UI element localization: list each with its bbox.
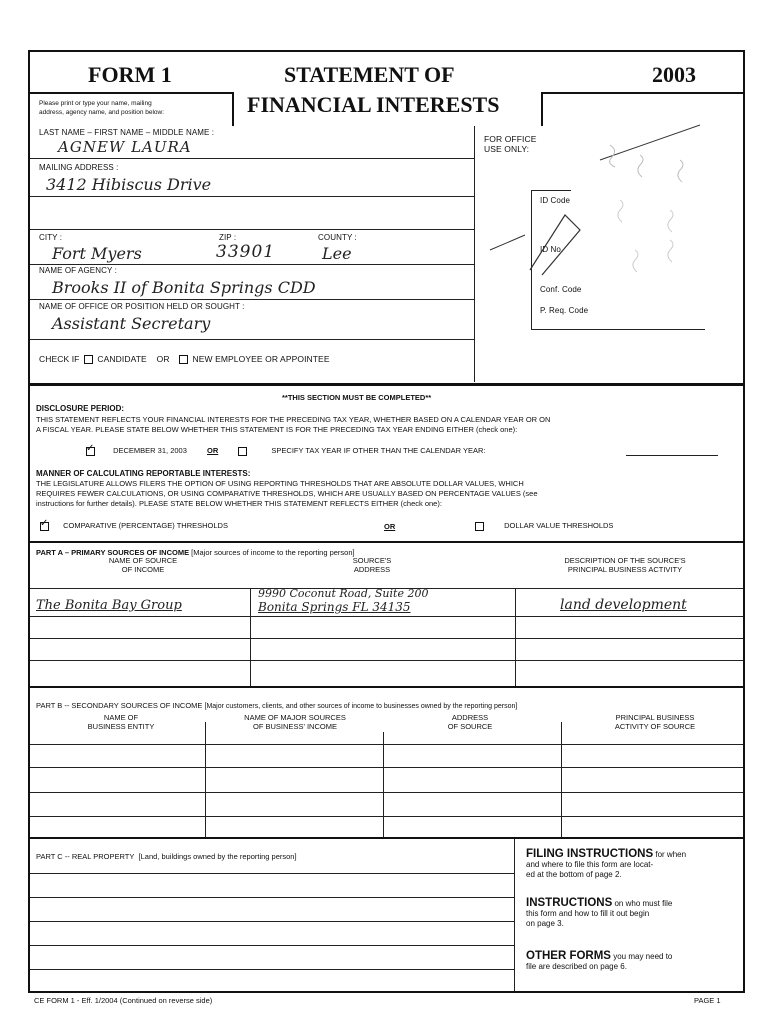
comparative-label: COMPARATIVE (PERCENTAGE) THRESHOLDS bbox=[63, 521, 228, 530]
part-b-col3-header bbox=[420, 713, 520, 731]
instr-text-a: on who must file bbox=[614, 899, 673, 908]
manner-text-1: THE LEGISLATURE ALLOWS FILERS THE OPTION OF USING REPORTING THRESHOLDS THAT ARE ABSOLUTE DOLLAR VALUES, WHICH bbox=[36, 479, 524, 488]
check-if-row bbox=[39, 354, 330, 364]
instr-title: INSTRUCTIONS bbox=[526, 897, 613, 909]
office-use-bottom-line bbox=[531, 329, 705, 330]
manner-text-3: instructions for further details). PLEASE STATE BELOW WHETHER THIS STATEMENT REFLECTS EITHER (check one): bbox=[36, 499, 442, 508]
part-a-row-address-1: 9990 Coconut Road, Suite 200 bbox=[258, 587, 429, 600]
check-mark-icon: ✓ bbox=[40, 517, 49, 529]
comparative-checkbox[interactable] bbox=[40, 517, 49, 531]
part-b-row-line bbox=[30, 767, 743, 768]
print-note-line-2: address, agency name, and position below: bbox=[39, 109, 165, 116]
disclosure-section-border bbox=[28, 383, 745, 543]
conf-code-label: Conf. Code bbox=[540, 285, 582, 294]
period-text-1: THIS STATEMENT REFLECTS YOUR FINANCIAL INTERESTS FOR THE PRECEDING TAX YEAR, WHETHER BASED ON A CALENDAR YEAR OR ON bbox=[36, 415, 551, 424]
other-title: OTHER FORMS bbox=[526, 950, 611, 962]
period-choice-row bbox=[86, 442, 486, 456]
title-line-1: STATEMENT OF bbox=[284, 62, 455, 87]
part-c-divider bbox=[514, 839, 515, 991]
part-b-col3-line1: ADDRESS bbox=[451, 713, 489, 722]
check-if-label: CHECK IF bbox=[39, 354, 80, 364]
name-label: LAST NAME – FIRST NAME – MIDDLE NAME : bbox=[39, 128, 215, 137]
threshold-or-label: OR bbox=[384, 522, 396, 531]
zip-value: 33901 bbox=[216, 242, 276, 262]
divider bbox=[30, 229, 474, 230]
other-forms bbox=[526, 951, 736, 972]
part-a-row-activity: land development bbox=[560, 597, 687, 613]
period-heading: DISCLOSURE PERIOD: bbox=[36, 404, 125, 413]
part-b-col1-line1: NAME OF bbox=[103, 713, 139, 722]
threshold-choice-row bbox=[40, 517, 720, 531]
form-year: 2003 bbox=[652, 62, 696, 87]
manner-heading: MANNER OF CALCULATING REPORTABLE INTERESTS: bbox=[36, 469, 251, 478]
part-c-row-line bbox=[30, 897, 514, 898]
part-a-row-line bbox=[30, 638, 743, 639]
divider bbox=[30, 299, 474, 300]
dollar-checkbox[interactable] bbox=[475, 522, 484, 531]
form-label: FORM 1 bbox=[88, 62, 172, 87]
office-use-label-2: USE ONLY: bbox=[484, 144, 530, 154]
part-c-heading bbox=[36, 852, 297, 861]
part-a-col1-line2: OF INCOME bbox=[121, 565, 165, 574]
specify-checkbox[interactable] bbox=[238, 447, 247, 456]
filing-text-b: and where to file this form are locat- bbox=[526, 860, 654, 869]
office-stamp-marks bbox=[470, 100, 740, 300]
part-b-col2-line1: NAME OF MAJOR SOURCES bbox=[244, 713, 346, 722]
part-b-col-divider bbox=[205, 722, 206, 837]
filing-instructions bbox=[526, 849, 736, 880]
dollar-choice bbox=[475, 521, 613, 531]
general-instructions bbox=[526, 898, 736, 929]
part-c-row-line bbox=[30, 921, 514, 922]
part-a-title: PART A – PRIMARY SOURCES OF INCOME bbox=[36, 548, 190, 557]
agency-label: NAME OF AGENCY : bbox=[39, 266, 117, 275]
part-a-row-line bbox=[30, 616, 743, 617]
part-b-col-divider bbox=[383, 732, 384, 837]
id-no-label: ID No. bbox=[540, 245, 564, 254]
name-value: AGNEW LAURA bbox=[58, 138, 192, 156]
footer-left: CE FORM 1 - Eff. 1/2004 (Continued on reverse side) bbox=[34, 996, 213, 1005]
city-label: CITY : bbox=[39, 233, 63, 242]
part-a-col1-header bbox=[88, 556, 198, 574]
divider bbox=[30, 264, 474, 265]
part-b-col4-line1: PRINCIPAL BUSINESS bbox=[615, 713, 695, 722]
part-a-col1-line1: NAME OF SOURCE bbox=[108, 556, 178, 565]
part-a-subtitle: [Major sources of income to the reporting person] bbox=[191, 548, 355, 557]
part-c-row-line bbox=[30, 969, 514, 970]
check-mark-icon: ✓ bbox=[86, 442, 95, 454]
agency-value: Brooks II of Bonita Springs CDD bbox=[52, 278, 316, 297]
city-value: Fort Myers bbox=[52, 244, 142, 263]
other-text-b: file are described on page 6. bbox=[526, 962, 627, 971]
part-a-col3-line1: DESCRIPTION OF THE SOURCE'S bbox=[564, 556, 686, 565]
office-use-label-1: FOR OFFICE bbox=[484, 134, 537, 144]
part-a-col-divider bbox=[515, 588, 516, 686]
county-label: COUNTY : bbox=[318, 233, 357, 242]
part-b-col1-line2: BUSINESS ENTITY bbox=[87, 722, 155, 731]
filing-text-c: ed at the bottom of page 2. bbox=[526, 870, 622, 879]
candidate-checkbox[interactable] bbox=[84, 355, 93, 364]
id-code-label: ID Code bbox=[540, 196, 571, 205]
part-b-heading bbox=[36, 701, 517, 710]
period-text-2: A FISCAL YEAR. PLEASE STATE BELOW WHETHER THIS STATEMENT IS FOR THE PRECEDING TAX YEAR ENDING EITHER (check one): bbox=[36, 425, 518, 434]
mailing-value: 3412 Hibiscus Drive bbox=[46, 175, 212, 194]
part-b-col-divider bbox=[561, 722, 562, 837]
part-b-row-line bbox=[30, 816, 743, 817]
part-b-col4-header bbox=[580, 713, 730, 731]
part-a-row-line bbox=[30, 660, 743, 661]
divider bbox=[30, 196, 474, 197]
part-b-col2-header bbox=[220, 713, 370, 731]
dec-31-label: DECEMBER 31, 2003 bbox=[113, 446, 187, 455]
part-a-col2-line1: SOURCE'S bbox=[352, 556, 392, 565]
title-line-2: FINANCIAL INTERESTS bbox=[247, 92, 500, 117]
county-value: Lee bbox=[322, 244, 352, 263]
part-b-subtitle: [Major customers, clients, and other sources of income to businesses owned by the reporting person] bbox=[204, 703, 518, 710]
part-c-row-line bbox=[30, 873, 514, 874]
part-a-col2-header bbox=[322, 556, 422, 574]
office-value: Assistant Secretary bbox=[52, 314, 211, 333]
part-b-title: PART B -- SECONDARY SOURCES OF INCOME bbox=[36, 701, 203, 710]
part-b-row-line bbox=[30, 792, 743, 793]
office-label: NAME OF OFFICE OR POSITION HELD OR SOUGHT : bbox=[39, 302, 245, 311]
period-or-label: OR bbox=[206, 446, 219, 455]
or-label: OR bbox=[156, 354, 170, 364]
instr-text-c: on page 3. bbox=[526, 919, 564, 928]
manner-text-2: REQUIRES FEWER CALCULATIONS, OR USING COMPARATIVE THRESHOLDS, WHICH ARE USUALLY BASED ON PERCENTAGE VALUES (see bbox=[36, 489, 538, 498]
new-employee-checkbox[interactable] bbox=[179, 355, 188, 364]
part-b-col1-header bbox=[66, 713, 176, 731]
filing-text-a: for when bbox=[655, 850, 687, 859]
part-b-col4-line2: ACTIVITY OF SOURCE bbox=[614, 722, 696, 731]
part-a-row-address-2: Bonita Springs FL 34135 bbox=[258, 600, 411, 614]
specify-tax-year-line[interactable] bbox=[626, 455, 718, 456]
instr-text-b: this form and how to fill it out begin bbox=[526, 909, 650, 918]
filing-title: FILING INSTRUCTIONS bbox=[526, 848, 654, 860]
part-c-row-line bbox=[30, 945, 514, 946]
part-b-col3-line2: OF SOURCE bbox=[447, 722, 493, 731]
part-c-title: PART C -- REAL PROPERTY bbox=[36, 852, 135, 861]
mailing-label: MAILING ADDRESS : bbox=[39, 163, 119, 172]
part-b-header-line bbox=[30, 744, 743, 745]
p-req-code-label: P. Req. Code bbox=[540, 306, 589, 315]
part-a-col-divider bbox=[250, 588, 251, 686]
dollar-label: DOLLAR VALUE THRESHOLDS bbox=[504, 521, 614, 530]
part-a-col2-line2: ADDRESS bbox=[353, 565, 391, 574]
print-note-line-1: Please print or type your name, mailing bbox=[39, 100, 152, 107]
part-a-col3-header bbox=[535, 556, 715, 574]
part-b-col2-line2: OF BUSINESS' INCOME bbox=[253, 722, 337, 731]
part-a-col3-line2: PRINCIPAL BUSINESS ACTIVITY bbox=[567, 565, 683, 574]
zip-label: ZIP : bbox=[219, 233, 237, 242]
new-employee-label: NEW EMPLOYEE OR APPOINTEE bbox=[192, 354, 330, 364]
specify-label: SPECIFY TAX YEAR IF OTHER THAN THE CALENDAR YEAR: bbox=[271, 446, 486, 455]
divider bbox=[30, 158, 474, 159]
footer-right: PAGE 1 bbox=[694, 996, 721, 1005]
candidate-label: CANDIDATE bbox=[97, 354, 147, 364]
dec-31-checkbox[interactable] bbox=[86, 442, 95, 456]
other-text-a: you may need to bbox=[613, 952, 673, 961]
divider bbox=[30, 339, 474, 340]
must-complete-note: **THIS SECTION MUST BE COMPLETED** bbox=[282, 393, 432, 402]
part-a-row-name: The Bonita Bay Group bbox=[36, 598, 182, 613]
part-c-subtitle: [Land, buildings owned by the reporting person] bbox=[138, 852, 297, 861]
